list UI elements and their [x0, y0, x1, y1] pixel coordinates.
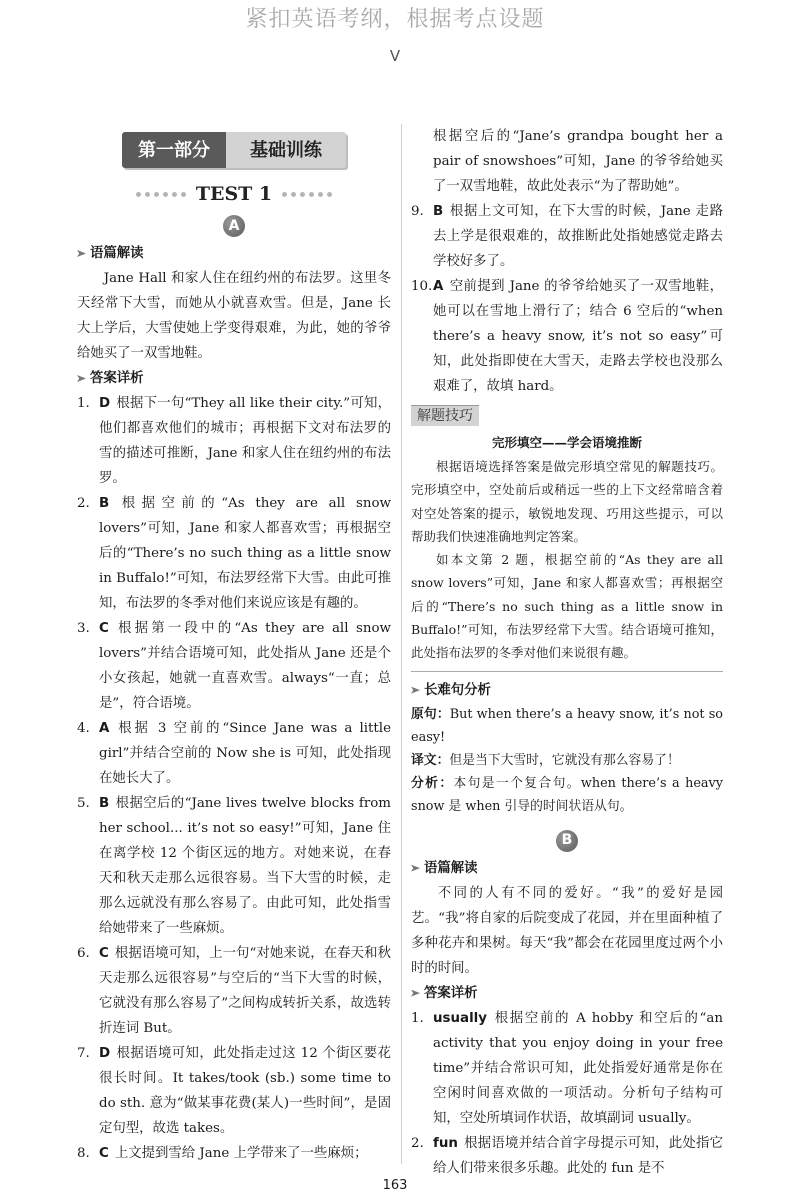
item-number: 4.	[77, 721, 90, 736]
item-explanation: 根据上文可知，在下大雪的时候，Jane 走路去上学是很艰难的，故推断此处指她感觉走路去学校好多了。	[433, 204, 723, 269]
answer-item	[411, 1006, 723, 1131]
banner-title: 紧扣英语考纲，根据考点设题	[245, 7, 545, 32]
bullet-arrow-icon	[77, 375, 86, 382]
passage-b-badge: B	[556, 830, 578, 852]
item-answer: fun	[433, 1135, 458, 1151]
answer-item	[411, 274, 723, 399]
part-label: 第一部分	[122, 132, 226, 168]
item-answer: A	[433, 279, 444, 294]
section-head-label: 长难句分析	[424, 682, 491, 698]
dots-decoration-right	[282, 192, 332, 197]
bullet-arrow-icon	[411, 990, 420, 997]
item-explanation: 根据空前的 A hobby 和空后的“an activity that you enjoy doing in your free time”并结合常识可知，此处指爱好通常是你在空闲时间喜欢做的一项活动。分析句子结构可知，空处所填词作状语，故填副词 usually。	[433, 1010, 723, 1126]
item-number: 1.	[77, 396, 90, 411]
item-number: 7.	[77, 1046, 90, 1061]
test-title	[77, 182, 391, 206]
answer-item	[411, 1131, 723, 1181]
answer-item	[77, 716, 391, 791]
item-answer: B	[99, 496, 110, 511]
tips-paragraph: 根据语境选择答案是做完形填空常见的解题技巧。完形填空中，空处前后或稍远一些的上下文经常暗含着对空处答案的提示，敏锐地发现、巧用这些提示，可以帮助我们快速准确地判定答案。	[411, 459, 723, 544]
item-explanation: 根据 3 空前的“Since Jane was a little girl”并结合空前的 Now she is 可知，此处指现在她长大了。	[99, 721, 391, 786]
dots-decoration-left	[136, 192, 186, 197]
item-number: 2.	[77, 496, 90, 511]
answer-item	[77, 1041, 391, 1141]
section-head-label: 语篇解读	[424, 860, 478, 876]
answer-item	[77, 616, 391, 716]
item-explanation: 根据下一句“They all like their city.”可知，他们都喜欢他们的城市；再根据下文对布法罗的雪的描述可推断，Jane 和家人住在纽约州的布法罗。	[99, 396, 391, 486]
chevron-down-icon: V	[389, 47, 401, 65]
item-number: 3.	[77, 621, 90, 636]
item-answer: B	[99, 796, 110, 811]
item-answer: usually	[433, 1010, 487, 1026]
item-explanation: 根据语境并结合首字母提示可知，此处指它给人们带来很多乐趣。此处的 fun 是不	[433, 1135, 723, 1176]
test-label: TEST 1	[195, 182, 273, 205]
reading-text: Jane Hall 和家人住在纽约州的布法罗。这里冬天经常下大雪，而她从小就喜欢雪。但是，Jane 长大上学后，大雪使她上学变得艰难，为此，她的爷爷给她买了一双雪地鞋。	[77, 271, 391, 361]
item-number: 10.	[411, 279, 433, 294]
answer-item	[77, 791, 391, 941]
item-explanation: 根据空后的“Jane’s grandpa bought her a pair of snowshoes”可知，Jane 的爷爷给她买了一双雪地鞋，故此处表示“为了帮助她”。	[433, 129, 723, 194]
reading-text: 不同的人有不同的爱好。“我”的爱好是园艺。“我”将自家的后院变成了花园，并在里面种植了多种花卉和果树。每天“我”都会在花园里度过两个小时的时间。	[411, 885, 723, 976]
item-explanation: 根据第一段中的“As they are all snow lovers”并结合语境可知，此处指从 Jane 还是个小女孩起，她就一直喜欢雪。always“一直；总是”，符合语境。	[99, 621, 391, 711]
tips-paragraph: 如本文第 2 题，根据空前的“As they are all snow lovers”可知，Jane 和家人都喜欢雪；再根据空后的“There’s no such thing as a little snow in Buffalo!”可知，布法罗经常下大雪。结合语境可推知，此处指布法罗的冬季对他们来说很有趣。	[411, 552, 723, 661]
part-name: 基础训练	[226, 132, 346, 168]
left-column	[77, 124, 391, 1166]
part-banner	[122, 132, 346, 168]
item-number: 6.	[77, 946, 90, 961]
bullet-arrow-icon	[411, 865, 420, 872]
bullet-arrow-icon	[411, 687, 420, 694]
section-head-answers	[77, 366, 391, 391]
section-head-reading	[411, 856, 723, 881]
item-number: 8.	[77, 1146, 90, 1161]
passage-a-badge: A	[223, 215, 245, 237]
grammar-analysis: 分析：本句是一个复合句。when there’s a heavy snow 是 when 引导的时间状语从句。	[411, 775, 724, 814]
item-explanation: 根据空后的“Jane lives twelve blocks from her school... it’s not so easy!”可知，Jane 住在离学校 12 个街区远的地方。对她来说，在春天和秋天走那么远很容易。当下大雪的时候，走那么远就没有那么容易了。由此可知，此处指雪给她带来了一些麻烦。	[99, 796, 391, 936]
section-head-answers	[411, 981, 723, 1006]
right-column	[411, 124, 723, 1181]
section-head-label: 答案详析	[90, 371, 144, 386]
item-answer: C	[99, 1146, 109, 1161]
answer-item	[77, 491, 391, 616]
item-explanation: 根据语境可知，此处指走过这 12 个街区要花很长时间。It takes/took (sb.) some time to do sth. 意为“做某事花费(某人)一些时间”，是固定句型，故选 takes。	[99, 1046, 391, 1136]
section-head-reading	[77, 241, 391, 266]
tips-divider	[411, 671, 723, 672]
answer-item	[411, 199, 723, 274]
item-answer: A	[99, 721, 110, 736]
section-head-label: 答案详析	[424, 985, 478, 1001]
item-answer: D	[99, 396, 111, 411]
tips-label: 解题技巧	[411, 405, 479, 426]
column-divider	[401, 124, 402, 1164]
section-head-label: 语篇解读	[90, 246, 144, 261]
long-sentence-analysis	[411, 703, 723, 818]
answer-item-continued	[411, 124, 723, 199]
tips-title: 完形填空——学会语境推断	[491, 435, 642, 450]
item-number: 2.	[411, 1135, 424, 1151]
item-answer: D	[99, 1046, 111, 1061]
item-explanation: 上文提到雪给 Jane 上学带来了一些麻烦；	[114, 1146, 368, 1161]
answer-item	[77, 391, 391, 491]
item-explanation: 根据空前的“As they are all snow lovers”可知，Jane 和家人都喜欢雪；再根据空后的“There’s no such thing as a little snow in Buffalo!”可知，布法罗经常下大雪。由此可推知，布法罗的冬季对他们来说应该是有趣的。	[99, 496, 391, 611]
original-sentence: 原句：But when there’s a heavy snow, it’s not so easy!	[411, 706, 723, 745]
translation: 译文：但是当下大雪时，它就没有那么容易了！	[411, 752, 680, 768]
item-explanation: 空前提到 Jane 的爷爷给她买了一双雪地鞋，她可以在雪地上滑行了；结合 6 空后的“when there’s a heavy snow, it’s not so easy”可知，此处指即使在大雪天，走路去学校也没那么艰难了，故填 hard。	[433, 279, 723, 394]
item-number: 1.	[411, 1010, 424, 1026]
item-number: 9.	[411, 204, 424, 219]
item-answer: C	[99, 621, 109, 636]
answer-item	[77, 1141, 391, 1166]
top-banner	[0, 0, 790, 78]
answer-item	[77, 941, 391, 1041]
section-head-long-sentence	[411, 678, 723, 703]
item-number: 5.	[77, 796, 90, 811]
item-explanation: 根据语境可知，上一句“对她来说，在春天和秋天走那么远很容易”与空后的“当下大雪的时候，它就没有那么容易了”之间构成转折关系，故选转折连词 But。	[99, 946, 391, 1036]
item-answer: C	[99, 946, 109, 961]
item-answer: B	[433, 204, 444, 219]
bullet-arrow-icon	[77, 250, 86, 257]
page-number: 163	[382, 1178, 408, 1193]
